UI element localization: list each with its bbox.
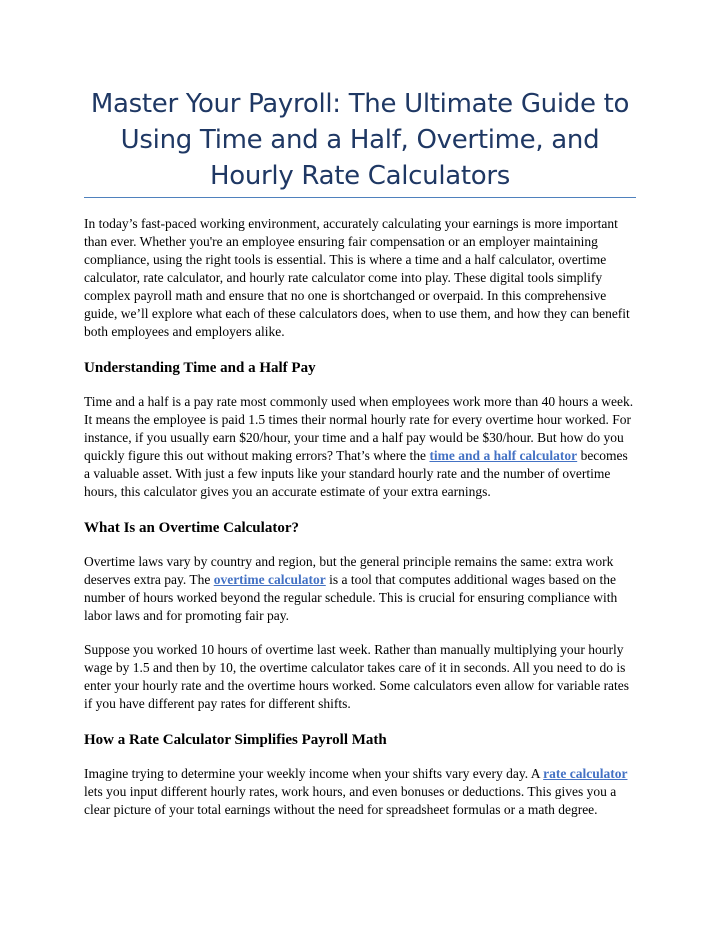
- document-title: Master Your Payroll: The Ultimate Guide to Using Time and a Half, Overtime, and Hourly Rate Calculators: [90, 89, 630, 191]
- paragraph-text: lets you input different hourly rates, work hours, and even bonuses or deductions. This gives you a clear picture of your total earnings without the need for spreadsheet formulas or a math degree.: [84, 784, 617, 817]
- document-body: [84, 215, 636, 835]
- paragraph-text: Imagine trying to determine your weekly income when your shifts vary every day. A: [84, 766, 544, 781]
- section-heading-rate-calculator: How a Rate Calculator Simplifies Payroll Math: [84, 732, 387, 748]
- rate-calculator-link[interactable]: rate calculator: [543, 766, 628, 781]
- paragraph-text: Overtime laws vary by country and region, but the general principle remains the same: extra work deserves extra pay. The: [84, 554, 614, 587]
- section-paragraph-time-and-a-half: [84, 393, 636, 501]
- paragraph-text: is a tool that computes additional wages based on the number of hours worked beyond the regular schedule. This is crucial for ensuring compliance with labor laws and for promoting fair pay.: [84, 572, 618, 623]
- section-heading-overtime-calculator: What Is an Overtime Calculator?: [84, 520, 299, 536]
- title-divider: [84, 197, 636, 198]
- section-paragraph-overtime-example: Suppose you worked 10 hours of overtime last week. Rather than manually multiplying your hourly wage by 1.5 and then by 10, the overtime calculator takes care of it in seconds. All you need to do is enter your hourly rate and the overtime hours worked. Some calculators even allow for variable rates if you have different pay rates for different shifts.: [84, 642, 630, 711]
- section-paragraph-overtime-calculator: [84, 553, 636, 625]
- paragraph-text: Time and a half is a pay rate most commonly used when employees work more than 40 hours a week. It means the employee is paid 1.5 times their normal hourly rate for every overtime hour worked. For instance, if you usually earn $20/hour, your time and a half pay would be $30/hour. But how do you quickly figure this out without making errors? That’s where the: [84, 394, 634, 463]
- paragraph-text: becomes a valuable asset. With just a few inputs like your standard hourly rate and the number of overtime hours, this calculator gives you an accurate estimate of your extra earnings.: [84, 448, 628, 499]
- section-paragraph-rate-calculator: [84, 765, 636, 819]
- overtime-calculator-link[interactable]: overtime calculator: [213, 572, 326, 587]
- time-and-a-half-calculator-link[interactable]: time and a half calculator: [429, 448, 578, 463]
- section-heading-time-and-a-half: Understanding Time and a Half Pay: [84, 360, 316, 376]
- intro-paragraph: In today’s fast-paced working environment, accurately calculating your earnings is more important than ever. Whether you're an employee ensuring fair compensation or an employer maintaining compliance, using the right tools is essential. This is where a time and a half calculator, overtime calculator, rate calculator, and hourly rate calculator come into play. These digital tools simplify complex payroll math and ensure that no one is shortchanged or overpaid. In this comprehensive guide, we’ll explore what each of these calculators does, when to use them, and how they can benefit both employees and employers alike.: [84, 216, 630, 339]
